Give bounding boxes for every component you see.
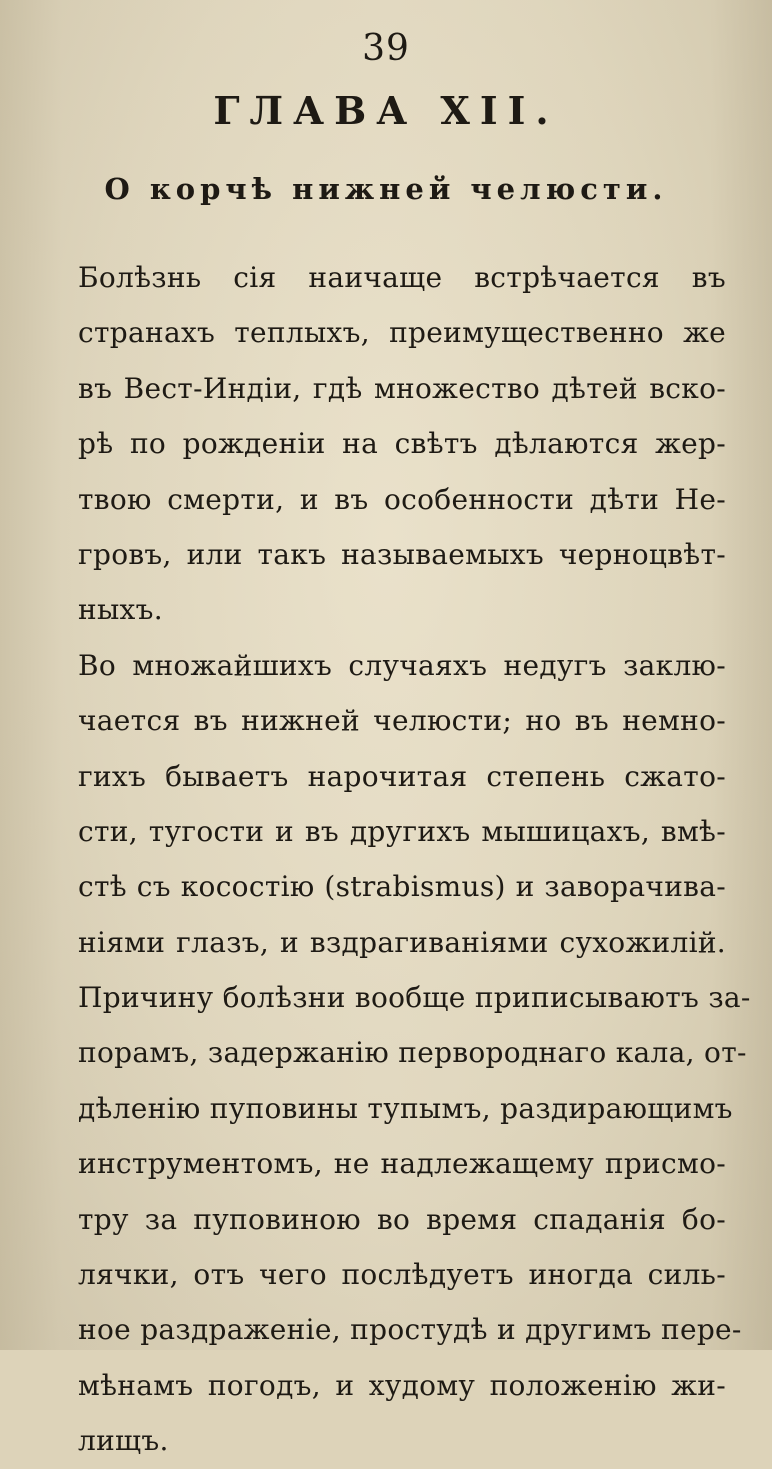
chapter-title: ГЛАВА XII. — [213, 88, 559, 133]
text-line: странахъ теплыхъ, преимущественно же — [78, 316, 726, 350]
text-line: Причину болѣзни вообще приписываютъ за- — [78, 981, 751, 1015]
text-line: гровъ, или такъ называемыхъ черноцвѣт- — [78, 537, 726, 571]
text-line: Болѣзнь сія наичаще встрѣчается въ — [78, 261, 726, 294]
text-line: ніями глазъ, и вздрагиваніями сухожилій. — [78, 925, 726, 959]
paragraph-2 — [78, 638, 751, 1469]
paragraph-1 — [78, 250, 726, 638]
text-line: ное раздраженіе, простудѣ и другимъ пере- — [78, 1313, 742, 1347]
text-line: ныхъ. — [78, 593, 163, 627]
page-number: 39 — [362, 28, 410, 69]
text-line: лячки, отъ чего послѣдуетъ иногда силь- — [78, 1258, 726, 1292]
text-line: рѣ по рожденіи на свѣтъ дѣлаются жер- — [78, 427, 726, 461]
text-line: чается въ нижней челюсти; но въ немно- — [78, 704, 726, 738]
text-line: твою смерти, и въ особенности дѣти Не- — [78, 482, 726, 516]
text-line: мѣнамъ погодъ, и худому положенію жи- — [78, 1368, 726, 1402]
text-line: лищъ. — [78, 1424, 169, 1458]
text-line: Во множайшихъ случаяхъ недугъ заклю- — [78, 648, 726, 682]
text-line: инструментомъ, не надлежащему присмо- — [78, 1147, 726, 1181]
body-text — [78, 250, 751, 1469]
text-line: гихъ бываетъ нарочитая степень сжато- — [78, 759, 726, 793]
text-line: сти, тугости и въ другихъ мышицахъ, вмѣ- — [78, 814, 726, 848]
text-line: тру за пуповиною во время спаданія бо- — [78, 1202, 726, 1236]
text-line: дѣленію пуповины тупымъ, раздирающимъ — [78, 1091, 733, 1125]
text-line: порамъ, задержанію первороднаго кала, от- — [78, 1036, 747, 1070]
text-line: стѣ съ косостію (strabismus) и заворачива- — [78, 870, 726, 904]
chapter-subtitle: О корчѣ нижней челюсти. — [104, 172, 668, 206]
text-line: въ Вест-Индіи, гдѣ множество дѣтей вско- — [78, 371, 726, 405]
